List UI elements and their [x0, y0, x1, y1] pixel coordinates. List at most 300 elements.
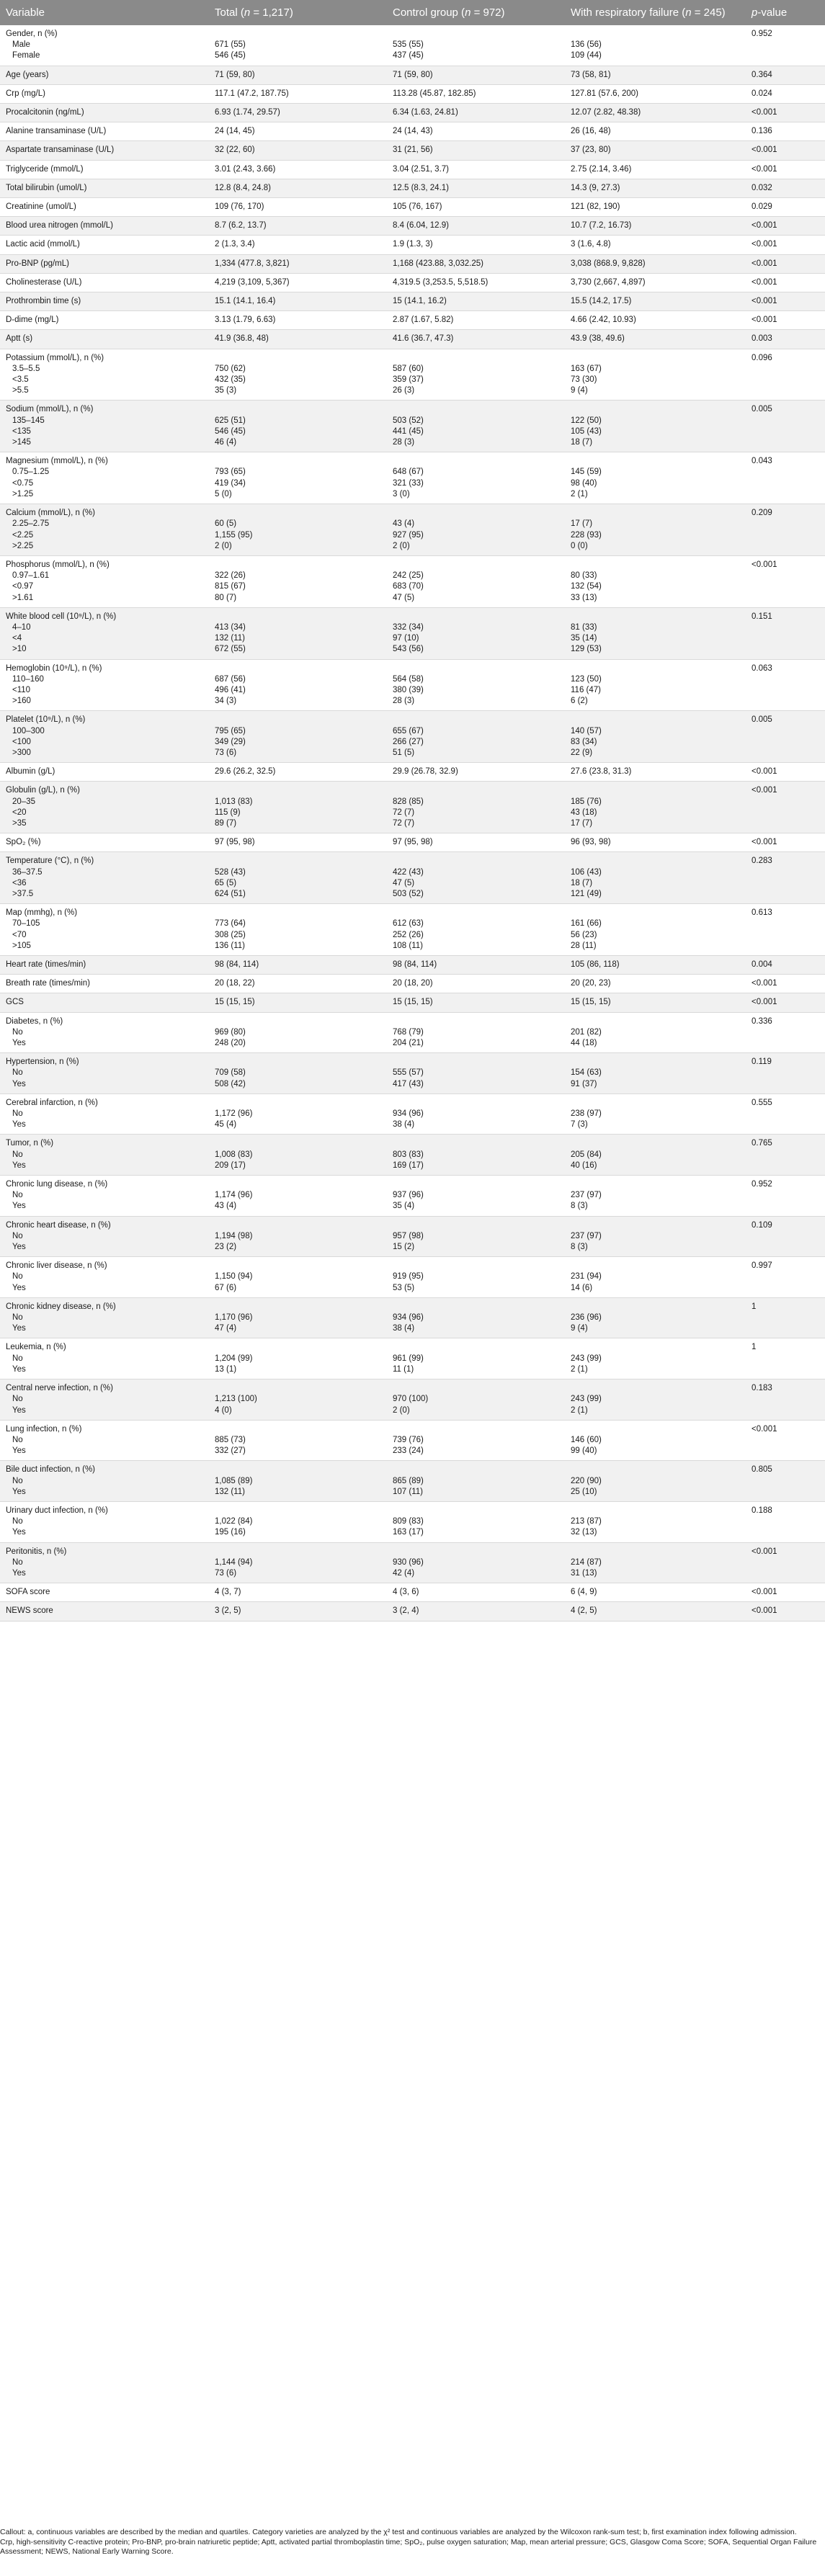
table-row	[0, 179, 825, 197]
total-value: 508 (42)	[215, 1079, 246, 1088]
control-cell	[387, 1053, 565, 1094]
pvalue: 0.188	[752, 1506, 772, 1515]
failure-value: 26 (16, 48)	[571, 127, 611, 136]
total-cell	[209, 1501, 387, 1542]
variable-label: Central nerve infection, n (%)	[6, 1384, 113, 1393]
control-cell	[387, 659, 565, 711]
variable-sublabel: No	[12, 1150, 23, 1159]
failure-cell	[565, 763, 746, 782]
total-value: 209 (17)	[215, 1160, 246, 1170]
control-cell	[387, 1257, 565, 1298]
failure-value	[571, 1016, 740, 1027]
control-value	[393, 1506, 559, 1516]
control-cell	[387, 1542, 565, 1583]
failure-value: 237 (97)	[571, 1191, 602, 1200]
total-value	[215, 1464, 381, 1475]
total-value: 20 (18, 22)	[215, 979, 255, 988]
control-value: 2 (0)	[393, 541, 410, 550]
variable-cell	[0, 217, 209, 236]
pvalue: 0.151	[752, 612, 772, 621]
control-value: 42 (4)	[393, 1568, 415, 1578]
table-header	[0, 0, 825, 25]
total-cell	[209, 1094, 387, 1135]
total-value: 67 (6)	[215, 1283, 237, 1292]
failure-cell	[565, 122, 746, 141]
total-value: 73 (6)	[215, 1568, 237, 1578]
variable-cell	[0, 452, 209, 504]
control-cell	[387, 311, 565, 330]
table-row	[0, 25, 825, 66]
total-value: 1,174 (96)	[215, 1191, 253, 1200]
variable-sublabel: Yes	[12, 1364, 26, 1374]
total-cell	[209, 1420, 387, 1461]
total-value: 80 (7)	[215, 593, 237, 602]
variable-sublabel: No	[12, 1395, 23, 1404]
failure-value: 145 (59)	[571, 468, 602, 477]
total-value: 671 (55)	[215, 40, 246, 50]
failure-value: 81 (33)	[571, 622, 597, 632]
variable-cell	[0, 1583, 209, 1602]
failure-value: 33 (13)	[571, 593, 597, 602]
table-row	[0, 975, 825, 993]
failure-value: 163 (67)	[571, 364, 602, 373]
variable-sublabel: <20	[12, 808, 27, 817]
total-cell	[209, 66, 387, 84]
control-value: 380 (39)	[393, 685, 424, 694]
total-cell	[209, 904, 387, 956]
total-value: 332 (27)	[215, 1446, 246, 1456]
total-value: 115 (9)	[215, 808, 241, 817]
failure-value: 185 (76)	[571, 797, 602, 806]
control-cell	[387, 555, 565, 607]
table-row	[0, 1461, 825, 1502]
variable-label: Heart rate (times/min)	[6, 960, 86, 969]
control-value	[393, 404, 559, 415]
failure-value: 220 (90)	[571, 1476, 602, 1485]
total-value	[215, 908, 381, 918]
failure-value: 109 (44)	[571, 51, 602, 61]
control-cell	[387, 1176, 565, 1217]
pvalue-cell	[746, 104, 825, 122]
total-cell	[209, 711, 387, 763]
total-value: 3 (2, 5)	[215, 1606, 241, 1616]
failure-value	[571, 1547, 740, 1557]
total-value: 687 (56)	[215, 674, 246, 684]
failure-cell	[565, 833, 746, 852]
pvalue-cell	[746, 763, 825, 782]
total-value: 432 (35)	[215, 375, 246, 385]
total-value: 41.9 (36.8, 48)	[215, 334, 269, 344]
variable-label: Chronic kidney disease, n (%)	[6, 1302, 116, 1311]
total-cell	[209, 659, 387, 711]
total-value: 528 (43)	[215, 867, 246, 877]
control-value: 4 (3, 6)	[393, 1588, 419, 1597]
failure-value: 243 (99)	[571, 1354, 602, 1363]
variable-sublabel: >1.25	[12, 489, 34, 498]
variable-cell	[0, 1501, 209, 1542]
control-value	[393, 1424, 559, 1435]
total-value: 43 (4)	[215, 1202, 237, 1211]
table-row	[0, 1338, 825, 1379]
variable-cell	[0, 141, 209, 160]
total-value: 709 (58)	[215, 1068, 246, 1078]
variable-label: Chronic heart disease, n (%)	[6, 1220, 111, 1230]
control-value: 535 (55)	[393, 40, 424, 50]
variable-sublabel: <4	[12, 634, 22, 643]
variable-label: Aspartate transaminase (U/L)	[6, 146, 115, 155]
failure-value: 132 (54)	[571, 582, 602, 591]
variable-cell	[0, 179, 209, 197]
pvalue: 0.209	[752, 509, 772, 518]
variable-sublabel: No	[12, 1435, 23, 1444]
pvalue-cell	[746, 1012, 825, 1053]
pvalue: 0.805	[752, 1465, 772, 1475]
failure-cell	[565, 1012, 746, 1053]
table-row	[0, 1216, 825, 1257]
control-value: 803 (83)	[393, 1150, 424, 1159]
control-value: 72 (7)	[393, 808, 415, 817]
failure-value: 14 (6)	[571, 1283, 593, 1292]
pvalue: 0.005	[752, 405, 772, 414]
failure-value: 122 (50)	[571, 416, 602, 425]
pvalue-cell	[746, 122, 825, 141]
failure-cell	[565, 956, 746, 975]
failure-value	[571, 1464, 740, 1475]
total-cell	[209, 1583, 387, 1602]
variable-label: Bile duct infection, n (%)	[6, 1465, 96, 1475]
control-cell	[387, 179, 565, 197]
control-value	[393, 715, 559, 725]
control-cell	[387, 763, 565, 782]
total-value	[215, 29, 381, 40]
total-value: 413 (34)	[215, 622, 246, 632]
variable-sublabel: Yes	[12, 1160, 26, 1170]
control-value: 28 (3)	[393, 697, 415, 706]
control-value: 2.87 (1.67, 5.82)	[393, 316, 454, 325]
control-cell	[387, 1379, 565, 1421]
total-value: 46 (4)	[215, 438, 237, 447]
control-value: 934 (96)	[393, 1109, 424, 1119]
total-cell	[209, 504, 387, 556]
failure-cell	[565, 401, 746, 452]
control-cell	[387, 1501, 565, 1542]
variable-sublabel: Yes	[12, 1528, 26, 1537]
variable-sublabel: 36–37.5	[12, 867, 43, 877]
control-cell	[387, 993, 565, 1012]
variable-label: Magnesium (mmol/L), n (%)	[6, 457, 108, 466]
variable-sublabel: >10	[12, 645, 27, 654]
variable-label: Tumor, n (%)	[6, 1139, 54, 1148]
variable-sublabel: No	[12, 1272, 23, 1282]
variable-label: Breath rate (times/min)	[6, 979, 90, 988]
control-value: 266 (27)	[393, 737, 424, 746]
total-cell	[209, 956, 387, 975]
failure-value	[571, 908, 740, 918]
failure-value: 83 (34)	[571, 737, 597, 746]
control-value: 24 (14, 43)	[393, 127, 433, 136]
control-cell	[387, 904, 565, 956]
total-value: 65 (5)	[215, 878, 237, 887]
variable-cell	[0, 1135, 209, 1176]
failure-value: 4.66 (2.42, 10.93)	[571, 316, 636, 325]
control-cell	[387, 198, 565, 217]
total-value: 3.01 (2.43, 3.66)	[215, 164, 276, 174]
control-value: 564 (58)	[393, 674, 424, 684]
pvalue-cell	[746, 1297, 825, 1338]
total-cell	[209, 330, 387, 349]
variable-sublabel: 3.5–5.5	[12, 364, 40, 373]
control-value: 15 (14.1, 16.2)	[393, 297, 447, 306]
control-value: 43 (4)	[393, 519, 415, 529]
failure-cell	[565, 1379, 746, 1421]
failure-cell	[565, 993, 746, 1012]
pvalue: 0.364	[752, 70, 772, 79]
pvalue-cell	[746, 1379, 825, 1421]
control-value: 163 (17)	[393, 1528, 424, 1537]
table-row	[0, 993, 825, 1012]
failure-value: 106 (43)	[571, 867, 602, 877]
total-value: 773 (64)	[215, 919, 246, 929]
total-value: 1,334 (477.8, 3,821)	[215, 259, 290, 268]
table-row	[0, 104, 825, 122]
total-value	[215, 1547, 381, 1557]
failure-value: 121 (49)	[571, 889, 602, 898]
failure-value: 25 (10)	[571, 1487, 597, 1496]
total-value: 1,213 (100)	[215, 1395, 257, 1404]
control-cell	[387, 607, 565, 659]
pvalue: <0.001	[752, 1606, 777, 1616]
failure-value: 140 (57)	[571, 726, 602, 735]
failure-value	[571, 1057, 740, 1068]
total-cell	[209, 160, 387, 179]
variable-cell	[0, 904, 209, 956]
total-value: 89 (7)	[215, 818, 237, 828]
header-control: Control group (n = 972)	[387, 0, 565, 25]
pvalue: <0.001	[752, 277, 777, 287]
total-value: 6.93 (1.74, 29.57)	[215, 108, 280, 117]
total-cell	[209, 1012, 387, 1053]
failure-cell	[565, 452, 746, 504]
control-value: 6.34 (1.63, 24.81)	[393, 108, 458, 117]
control-value: 441 (45)	[393, 426, 424, 436]
control-value	[393, 1547, 559, 1557]
table-row	[0, 956, 825, 975]
pvalue: 0.096	[752, 353, 772, 362]
total-value	[215, 508, 381, 519]
control-cell	[387, 160, 565, 179]
total-cell	[209, 122, 387, 141]
variable-label: Phosphorus (mmol/L), n (%)	[6, 560, 110, 569]
control-value: 97 (95, 98)	[393, 838, 433, 847]
failure-cell	[565, 1542, 746, 1583]
control-value: 555 (57)	[393, 1068, 424, 1078]
control-value	[393, 1261, 559, 1271]
failure-value: 214 (87)	[571, 1557, 602, 1567]
failure-value: 22 (9)	[571, 748, 593, 757]
variable-cell	[0, 84, 209, 103]
variable-sublabel: No	[12, 1068, 23, 1078]
table-row	[0, 1176, 825, 1217]
pvalue-cell	[746, 504, 825, 556]
control-cell	[387, 711, 565, 763]
control-value	[393, 1342, 559, 1353]
table-row	[0, 504, 825, 556]
table-row	[0, 904, 825, 956]
variable-cell	[0, 993, 209, 1012]
table-row	[0, 236, 825, 254]
total-value	[215, 1302, 381, 1312]
control-value: 20 (18, 20)	[393, 979, 433, 988]
variable-cell	[0, 1461, 209, 1502]
total-value	[215, 456, 381, 467]
total-value	[215, 1220, 381, 1231]
failure-cell	[565, 349, 746, 401]
variable-cell	[0, 1053, 209, 1094]
failure-value: 8 (3)	[571, 1202, 588, 1211]
total-cell	[209, 198, 387, 217]
control-value	[393, 1220, 559, 1231]
table-row	[0, 763, 825, 782]
variable-cell	[0, 254, 209, 273]
variable-sublabel: 20–35	[12, 797, 35, 806]
failure-cell	[565, 254, 746, 273]
variable-cell	[0, 1338, 209, 1379]
failure-cell	[565, 659, 746, 711]
variable-sublabel: >160	[12, 697, 31, 706]
failure-value: 0 (0)	[571, 541, 588, 550]
variable-label: SOFA score	[6, 1588, 50, 1597]
pvalue: <0.001	[752, 560, 777, 569]
total-cell	[209, 782, 387, 833]
failure-value: 98 (40)	[571, 478, 597, 488]
variable-sublabel: <3.5	[12, 375, 29, 385]
table-row	[0, 292, 825, 311]
table-footnote	[0, 2528, 821, 2557]
total-value: 98 (84, 114)	[215, 960, 259, 969]
pvalue-cell	[746, 292, 825, 311]
failure-value: 238 (97)	[571, 1109, 602, 1119]
variable-sublabel: >105	[12, 941, 31, 950]
variable-sublabel: >37.5	[12, 889, 34, 898]
pvalue-cell	[746, 452, 825, 504]
variable-sublabel: <36	[12, 878, 27, 887]
control-value	[393, 1138, 559, 1149]
variable-label: Chronic lung disease, n (%)	[6, 1180, 108, 1189]
variable-sublabel: No	[12, 1191, 23, 1200]
total-value: 45 (4)	[215, 1120, 237, 1130]
control-value: 503 (52)	[393, 416, 424, 425]
total-cell	[209, 217, 387, 236]
variable-label: NEWS score	[6, 1606, 53, 1616]
failure-value	[571, 29, 740, 40]
pvalue: 0.003	[752, 334, 772, 344]
failure-cell	[565, 141, 746, 160]
control-cell	[387, 956, 565, 975]
control-value: 4,319.5 (3,253.5, 5,518.5)	[393, 277, 489, 287]
control-value: 768 (79)	[393, 1027, 424, 1037]
failure-cell	[565, 504, 746, 556]
control-cell	[387, 1420, 565, 1461]
footnote-abbreviations: Crp, high-sensitivity C-reactive protein; Pro-BNP, pro-brain natriuretic peptide; Aptt, activated partial thromboplastin time; SpO₂, pulse oxygen saturation; Map, mean arterial pressure; GCS, Glasgow Coma Score; SOFA, Sequential Organ Failure Assessment; NEWS, National Early Warning Score.	[0, 2537, 817, 2556]
table-row	[0, 1012, 825, 1053]
total-cell	[209, 1297, 387, 1338]
control-value: 739 (76)	[393, 1435, 424, 1444]
failure-cell	[565, 711, 746, 763]
control-value: 51 (5)	[393, 748, 415, 757]
control-value: 612 (63)	[393, 919, 424, 929]
total-cell	[209, 84, 387, 103]
variable-cell	[0, 555, 209, 607]
total-value: 322 (26)	[215, 571, 246, 581]
variable-label: Lactic acid (mmol/L)	[6, 240, 80, 249]
failure-cell	[565, 1583, 746, 1602]
failure-value: 43.9 (38, 49.6)	[571, 334, 625, 344]
variable-cell	[0, 1420, 209, 1461]
control-value: 683 (70)	[393, 582, 424, 591]
total-value: 4,219 (3,109, 5,367)	[215, 277, 290, 287]
pvalue: 1	[752, 1343, 757, 1352]
total-value	[215, 1424, 381, 1435]
variable-label: White blood cell (10⁹/L), n (%)	[6, 612, 117, 621]
pvalue-cell	[746, 141, 825, 160]
pvalue-cell	[746, 273, 825, 292]
total-cell	[209, 1257, 387, 1298]
total-cell	[209, 179, 387, 197]
total-cell	[209, 763, 387, 782]
variable-sublabel: 2.25–2.75	[12, 519, 50, 529]
pvalue-cell	[746, 160, 825, 179]
control-cell	[387, 122, 565, 141]
control-value: 930 (96)	[393, 1557, 424, 1567]
control-value: 38 (4)	[393, 1324, 415, 1333]
variable-cell	[0, 956, 209, 975]
variable-label: Aptt (s)	[6, 334, 33, 344]
variable-sublabel: >300	[12, 748, 31, 757]
failure-cell	[565, 1216, 746, 1257]
pvalue-cell	[746, 1583, 825, 1602]
failure-value	[571, 560, 740, 571]
total-cell	[209, 1135, 387, 1176]
variable-sublabel: No	[12, 1476, 23, 1485]
failure-value	[571, 456, 740, 467]
pvalue: 0.555	[752, 1098, 772, 1107]
variable-label: Urinary duct infection, n (%)	[6, 1506, 108, 1515]
control-value: 31 (21, 56)	[393, 146, 433, 155]
variable-sublabel: 70–105	[12, 919, 40, 929]
control-value: 1.9 (1.3, 3)	[393, 240, 433, 249]
total-value: 1,013 (83)	[215, 797, 253, 806]
variable-sublabel: <0.75	[12, 478, 34, 488]
failure-cell	[565, 330, 746, 349]
pvalue-cell	[746, 1216, 825, 1257]
total-value	[215, 1179, 381, 1190]
variable-sublabel: 0.75–1.25	[12, 468, 50, 477]
total-value: 117.1 (47.2, 187.75)	[215, 89, 289, 98]
total-value	[215, 1057, 381, 1068]
pvalue-cell	[746, 254, 825, 273]
control-value: 828 (85)	[393, 797, 424, 806]
total-value	[215, 1098, 381, 1109]
variable-cell	[0, 1602, 209, 1621]
pvalue: <0.001	[752, 108, 777, 117]
total-value	[215, 560, 381, 571]
total-cell	[209, 452, 387, 504]
total-value: 2 (0)	[215, 541, 232, 550]
pvalue-cell	[746, 975, 825, 993]
variable-sublabel: >2.25	[12, 541, 34, 550]
table-row	[0, 141, 825, 160]
pvalue-cell	[746, 782, 825, 833]
